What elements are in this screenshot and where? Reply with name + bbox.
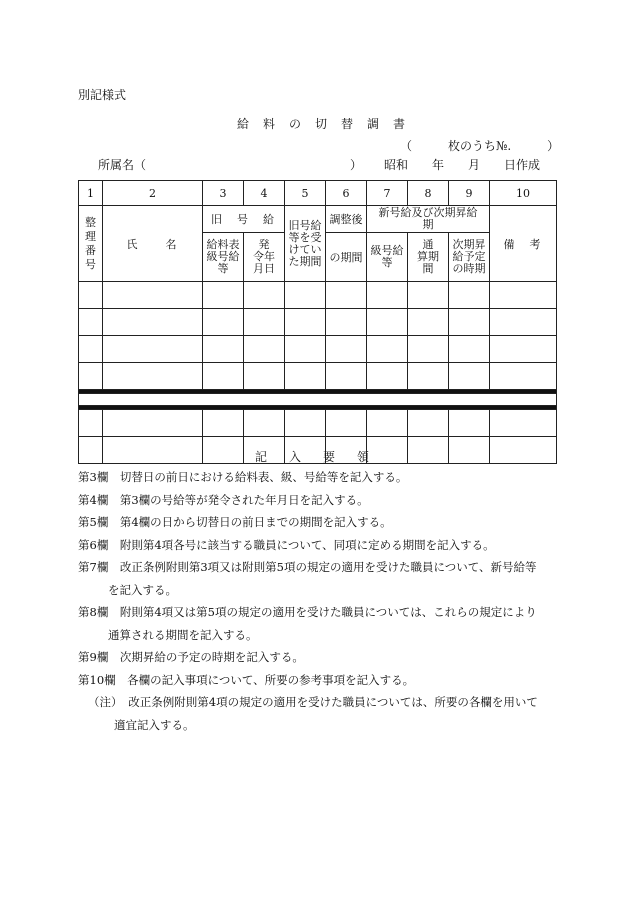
affiliation-field: 所属名（ ） <box>98 158 363 172</box>
date-made-label: 日作成 <box>504 158 541 172</box>
note-remark-continued: 適宜記入する。 <box>114 717 195 732</box>
col-header-old-period: 旧号給等を受けていた期間 <box>285 206 326 282</box>
table-row[interactable] <box>79 363 557 390</box>
note-item-continued: 通算される期間を記入する。 <box>108 627 258 642</box>
group-header-new-salary: 新号給及び次期昇給 期 <box>367 206 490 233</box>
note-item: 第8欄 附則第4項又は第5項の規定の適用を受けた職員については、これらの規定により <box>78 605 537 619</box>
salary-switch-table <box>78 180 557 464</box>
note-item: 第5欄 第4欄の日から切替日の前日までの期間を記入する。 <box>78 515 392 529</box>
note-item: 第4欄 第3欄の号給等が発令された年月日を記入する。 <box>78 492 369 507</box>
col-number: 6 <box>326 181 367 206</box>
table-row[interactable] <box>79 410 557 437</box>
col-header-total-period: 通 算期 間 <box>408 233 449 282</box>
col-header-remarks: 備 考 <box>490 206 557 282</box>
col-header-grade-step: 級号給等 <box>367 233 408 282</box>
note-remark: （注） 改正条例附則第4項の規定の適用を受けた職員については、所要の各欄を用いて <box>88 695 538 709</box>
note-item: 第6欄 附則第4項各号に該当する職員について、同項に定める期間を記入する。 <box>78 537 495 552</box>
col-header-salary-grade: 給料表級号給等 <box>203 233 244 282</box>
table-row[interactable] <box>79 336 557 363</box>
table-break-gap <box>79 394 557 406</box>
table-row[interactable] <box>79 309 557 336</box>
note-item-continued: を記入する。 <box>108 582 177 597</box>
month-label: 月 <box>468 158 481 172</box>
col-number: 9 <box>449 181 490 206</box>
note-item: 第10欄 各欄の記入事項について、所要の参考事項を記入する。 <box>78 672 415 687</box>
sheet-count: （ 枚のうち№. ） <box>400 139 560 153</box>
group-header-old-salary: 旧 号 給 <box>203 206 285 233</box>
col-header-adjusted-bottom: の期間 <box>326 233 367 282</box>
col-number: 5 <box>285 181 326 206</box>
notes-title: 記入要領 <box>255 450 392 464</box>
col-number: 1 <box>79 181 103 206</box>
col-header-serial: 整理番号 <box>79 206 103 282</box>
col-number: 2 <box>103 181 203 206</box>
col-header-issue-date: 発 令年月日 <box>244 233 285 282</box>
col-header-next-raise: 次期昇給予定の時期 <box>449 233 490 282</box>
col-number: 10 <box>490 181 557 206</box>
era-label: 昭和 <box>384 158 409 172</box>
note-item: 第3欄 切替日の前日における給料表、級、号給等を記入する。 <box>78 470 408 484</box>
col-number: 3 <box>203 181 244 206</box>
note-item: 第7欄 改正条例附則第3項又は附則第5項の規定の適用を受けた職員について、新号給等 <box>78 560 537 574</box>
col-header-adjusted-top: 調整後 <box>326 206 367 233</box>
page-title: 給料の切替調書 <box>237 117 420 131</box>
table-row[interactable] <box>79 282 557 309</box>
col-number: 4 <box>244 181 285 206</box>
notes-list <box>78 466 558 736</box>
form-label: 別記様式 <box>78 88 127 102</box>
col-header-name: 氏 名 <box>103 206 203 282</box>
year-label: 年 <box>432 158 445 172</box>
col-number: 7 <box>367 181 408 206</box>
note-item: 第9欄 次期昇給の予定の時期を記入する。 <box>78 650 304 664</box>
col-number: 8 <box>408 181 449 206</box>
